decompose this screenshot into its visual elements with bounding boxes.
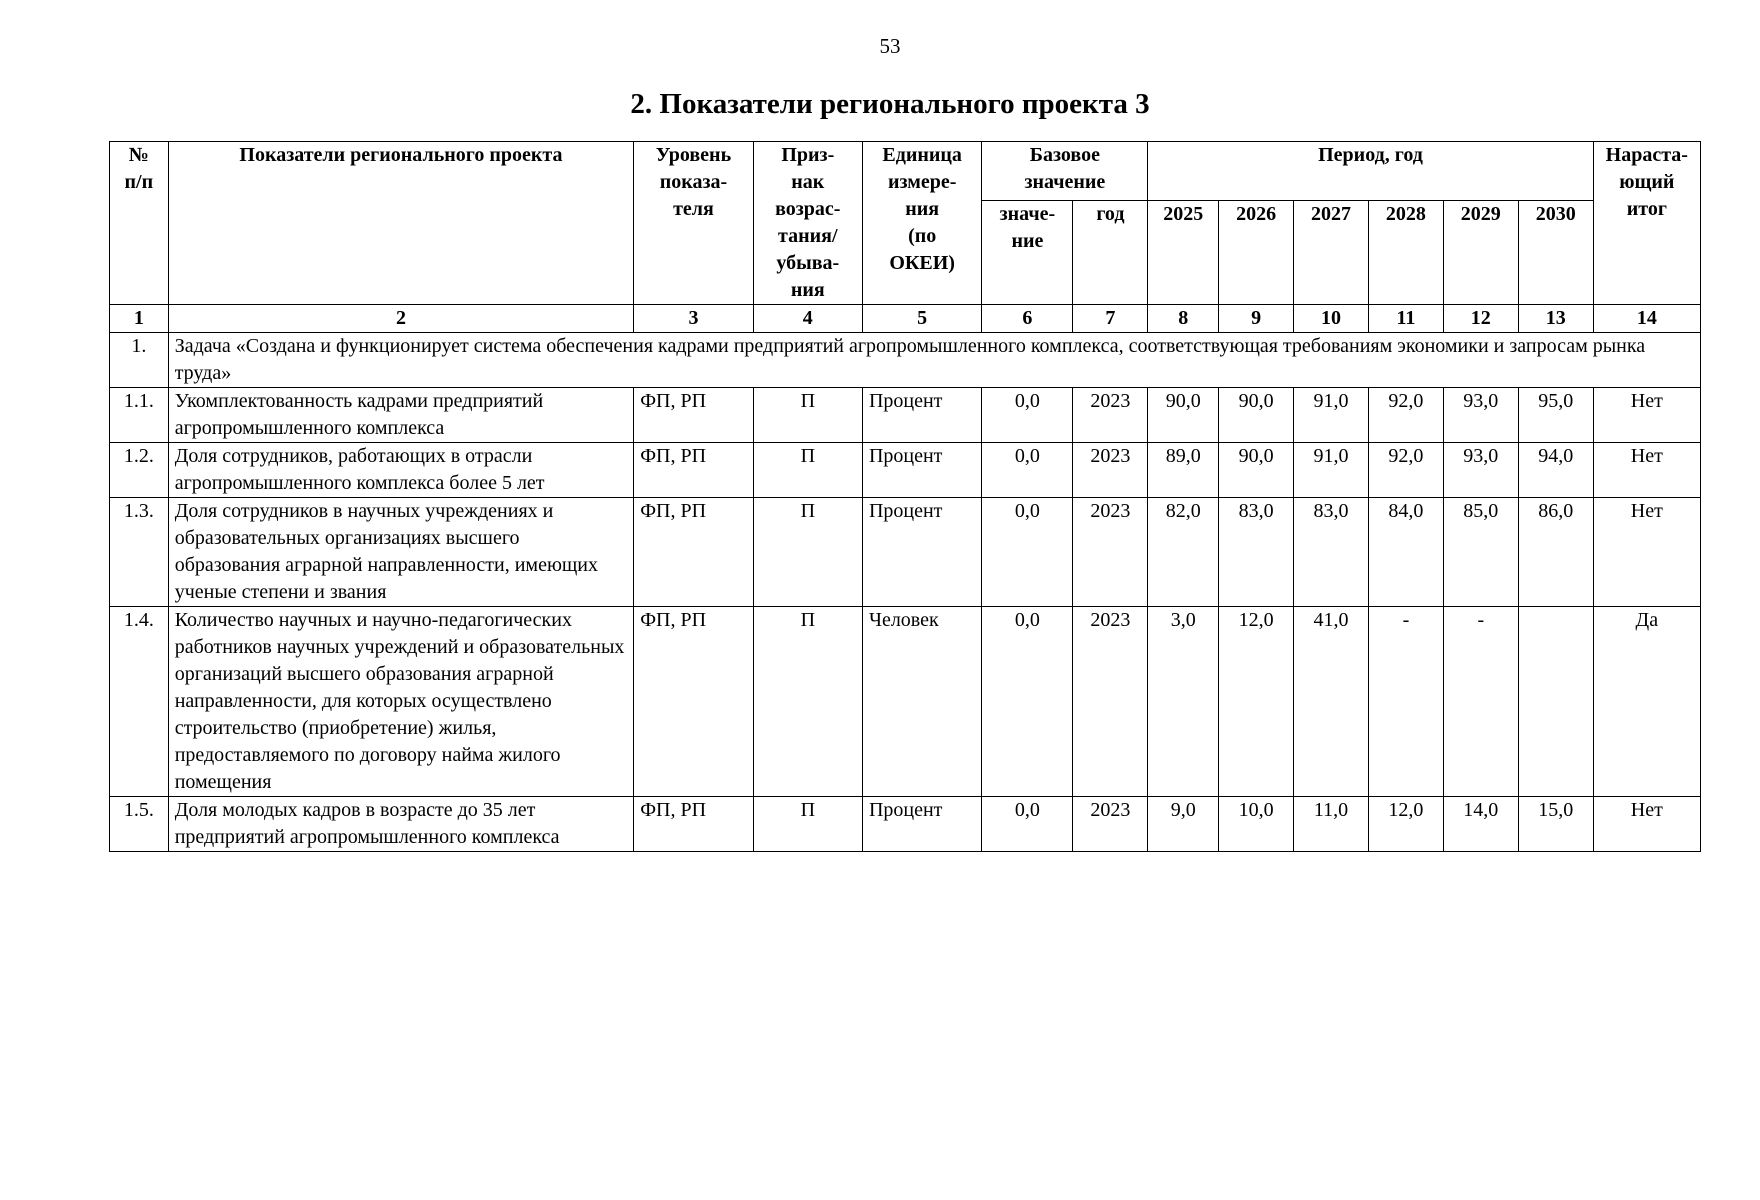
header-year: 2025 [1148, 200, 1219, 305]
header-base-year: год [1073, 200, 1148, 305]
column-number: 12 [1443, 305, 1518, 333]
column-number: 9 [1219, 305, 1294, 333]
column-number: 3 [634, 305, 753, 333]
row-cumulative: Нет [1593, 443, 1700, 498]
row-value-2027: 91,0 [1294, 388, 1369, 443]
row-cumulative: Да [1593, 607, 1700, 797]
header-base: Базовое значение [982, 142, 1148, 201]
header-year: 2027 [1294, 200, 1369, 305]
row-unit: Процент [862, 797, 981, 852]
column-number: 14 [1593, 305, 1700, 333]
column-numbers-row [110, 305, 1701, 333]
task-text: Задача «Создана и функционирует система обеспечения кадрами предприятий агропромышленного комплекса, соответствующая требованиям экономики и запросам рынка труда» [168, 333, 1700, 388]
row-value-2030: 86,0 [1518, 498, 1593, 607]
row-level: ФП, РП [634, 607, 753, 797]
row-indicator: Укомплектованность кадрами предприятий агропромышленного комплекса [168, 388, 634, 443]
row-value-2027: 91,0 [1294, 443, 1369, 498]
row-cumulative: Нет [1593, 797, 1700, 852]
row-value-2025: 3,0 [1148, 607, 1219, 797]
row-base-value: 0,0 [982, 388, 1073, 443]
column-number: 7 [1073, 305, 1148, 333]
row-value-2028: 92,0 [1368, 443, 1443, 498]
header-indicator: Показатели регионального проекта [168, 142, 634, 305]
row-base-year: 2023 [1073, 607, 1148, 797]
row-num: 1.1. [110, 388, 169, 443]
column-number: 1 [110, 305, 169, 333]
row-unit: Процент [862, 443, 981, 498]
row-indicator: Доля сотрудников, работающих в отрасли агропромышленного комплекса более 5 лет [168, 443, 634, 498]
row-base-value: 0,0 [982, 498, 1073, 607]
row-sign: П [753, 607, 862, 797]
header-year: 2029 [1443, 200, 1518, 305]
row-value-2026: 12,0 [1219, 607, 1294, 797]
row-level: ФП, РП [634, 498, 753, 607]
row-base-value: 0,0 [982, 607, 1073, 797]
row-value-2029: 93,0 [1443, 388, 1518, 443]
header-row-1 [110, 142, 1701, 201]
column-number: 10 [1294, 305, 1369, 333]
column-number: 13 [1518, 305, 1593, 333]
row-value-2026: 83,0 [1219, 498, 1294, 607]
task-row [110, 333, 1701, 388]
header-year: 2030 [1518, 200, 1593, 305]
column-number: 11 [1368, 305, 1443, 333]
row-num: 1.3. [110, 498, 169, 607]
row-value-2029: 93,0 [1443, 443, 1518, 498]
header-num: № п/п [110, 142, 169, 305]
row-value-2026: 90,0 [1219, 443, 1294, 498]
row-value-2025: 82,0 [1148, 498, 1219, 607]
row-value-2025: 9,0 [1148, 797, 1219, 852]
row-value-2030: 94,0 [1518, 443, 1593, 498]
row-indicator: Доля сотрудников в научных учреждениях и образовательных организациях высшего образования аграрной направленности, имеющих ученые степени и звания [168, 498, 634, 607]
header-level: Уровень показа- теля [634, 142, 753, 305]
page-number: 53 [879, 34, 901, 58]
column-number: 6 [982, 305, 1073, 333]
row-value-2028: 12,0 [1368, 797, 1443, 852]
page-title: 2. Показатели регионального проекта 3 [630, 88, 1150, 120]
column-number: 8 [1148, 305, 1219, 333]
row-value-2025: 89,0 [1148, 443, 1219, 498]
row-value-2027: 11,0 [1294, 797, 1369, 852]
row-value-2026: 90,0 [1219, 388, 1294, 443]
row-sign: П [753, 443, 862, 498]
row-value-2030: 15,0 [1518, 797, 1593, 852]
indicators-table [109, 141, 1701, 852]
row-value-2029: 85,0 [1443, 498, 1518, 607]
header-year: 2028 [1368, 200, 1443, 305]
row-base-year: 2023 [1073, 797, 1148, 852]
row-value-2028: 92,0 [1368, 388, 1443, 443]
table-row [110, 498, 1701, 607]
row-cumulative: Нет [1593, 498, 1700, 607]
task-num: 1. [110, 333, 169, 388]
row-value-2029: - [1443, 607, 1518, 797]
row-num: 1.2. [110, 443, 169, 498]
header-period: Период, год [1148, 142, 1593, 201]
row-sign: П [753, 498, 862, 607]
header-base-value: значе- ние [982, 200, 1073, 305]
row-value-2029: 14,0 [1443, 797, 1518, 852]
table-row [110, 388, 1701, 443]
row-value-2028: - [1368, 607, 1443, 797]
row-base-year: 2023 [1073, 388, 1148, 443]
header-cumulative: Нараста- ющий итог [1593, 142, 1700, 305]
row-indicator: Количество научных и научно-педагогических работников научных учреждений и образовательных организаций высшего образования аграрной направленности, для которых осуществлено строительство (приобретение) жилья, предоставляемого по договору найма жилого помещения [168, 607, 634, 797]
column-number: 4 [753, 305, 862, 333]
header-year: 2026 [1219, 200, 1294, 305]
header-sign: Приз- нак возрас- тания/ убыва- ния [753, 142, 862, 305]
column-number: 2 [168, 305, 634, 333]
row-level: ФП, РП [634, 388, 753, 443]
row-unit: Процент [862, 498, 981, 607]
row-value-2030: 95,0 [1518, 388, 1593, 443]
table-row [110, 443, 1701, 498]
row-value-2028: 84,0 [1368, 498, 1443, 607]
column-number: 5 [862, 305, 981, 333]
row-value-2030 [1518, 607, 1593, 797]
row-num: 1.5. [110, 797, 169, 852]
row-base-year: 2023 [1073, 498, 1148, 607]
row-base-value: 0,0 [982, 797, 1073, 852]
row-unit: Человек [862, 607, 981, 797]
header-unit: Единица измере- ния (по ОКЕИ) [862, 142, 981, 305]
row-indicator: Доля молодых кадров в возрасте до 35 лет предприятий агропромышленного комплекса [168, 797, 634, 852]
row-sign: П [753, 388, 862, 443]
table-row [110, 607, 1701, 797]
row-level: ФП, РП [634, 443, 753, 498]
row-num: 1.4. [110, 607, 169, 797]
row-base-value: 0,0 [982, 443, 1073, 498]
row-sign: П [753, 797, 862, 852]
table-row [110, 797, 1701, 852]
row-value-2027: 83,0 [1294, 498, 1369, 607]
row-base-year: 2023 [1073, 443, 1148, 498]
row-value-2027: 41,0 [1294, 607, 1369, 797]
row-cumulative: Нет [1593, 388, 1700, 443]
row-unit: Процент [862, 388, 981, 443]
row-level: ФП, РП [634, 797, 753, 852]
row-value-2026: 10,0 [1219, 797, 1294, 852]
row-value-2025: 90,0 [1148, 388, 1219, 443]
